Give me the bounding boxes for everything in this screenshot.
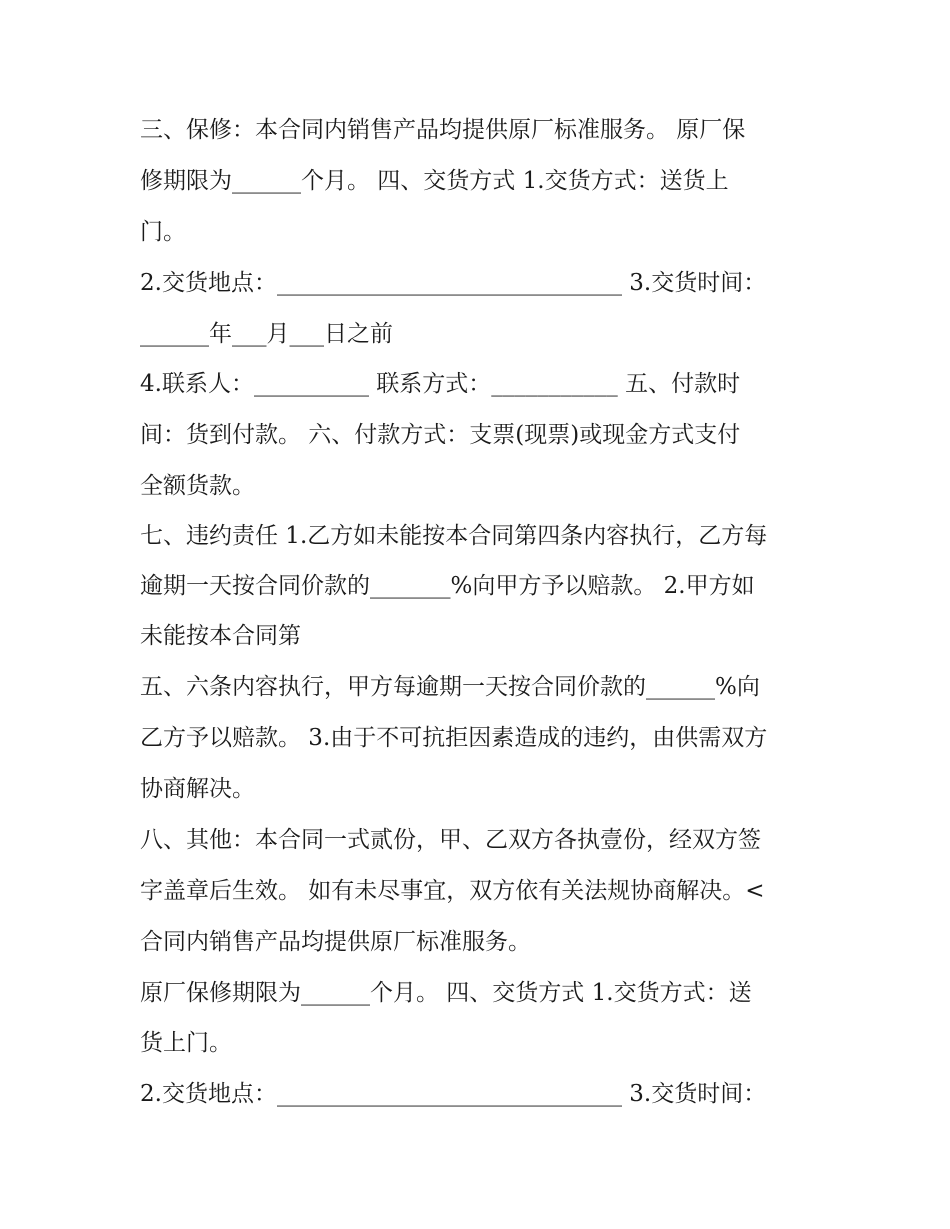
text-line: 货上门。 bbox=[140, 1030, 232, 1056]
text-line: 未能按本合同第 bbox=[140, 623, 301, 649]
text-line: 协商解决。 bbox=[140, 776, 255, 802]
text-line: 修期限为______个月。 四、交货方式 1.交货方式：送货上 bbox=[140, 168, 729, 194]
text-line: 2.交货地点：______________________________ 3.交货时间： bbox=[140, 1081, 767, 1107]
text-line: 三、保修：本合同内销售产品均提供原厂标准服务。 原厂保 bbox=[140, 117, 746, 143]
text-line: 间：货到付款。 六、付款方式：支票(现票)或现金方式支付 bbox=[140, 422, 741, 448]
text-line: 门。 bbox=[140, 219, 186, 245]
text-line: 八、其他：本合同一式贰份，甲、乙双方各执壹份，经双方签 bbox=[140, 827, 761, 853]
text-line: 合同内销售产品均提供原厂标准服务。 bbox=[140, 929, 531, 955]
text-line: 乙方予以赔款。 3.由于不可抗拒因素造成的违约，由供需双方 bbox=[140, 725, 768, 751]
text-line: 4.联系人：__________ 联系方式：___________ 五、付款时 bbox=[140, 371, 741, 397]
text-line: 原厂保修期限为______个月。 四、交货方式 1.交货方式：送 bbox=[140, 980, 752, 1006]
text-line: 全额货款。 bbox=[140, 473, 255, 499]
text-line: 逾期一天按合同价款的_______%向甲方予以赔款。 2.甲方如 bbox=[140, 573, 755, 599]
text-line: 七、违约责任 1.乙方如未能按本合同第四条内容执行，乙方每 bbox=[140, 523, 768, 549]
text-line: 2.交货地点：______________________________ 3.交货时间： bbox=[140, 270, 767, 296]
text-line: 字盖章后生效。 如有未尽事宜，双方依有关法规协商解决。< bbox=[140, 878, 765, 904]
text-line: ______年___月___日之前 bbox=[140, 321, 393, 347]
text-line: 五、六条内容执行，甲方每逾期一天按合同价款的______%向 bbox=[140, 674, 760, 700]
